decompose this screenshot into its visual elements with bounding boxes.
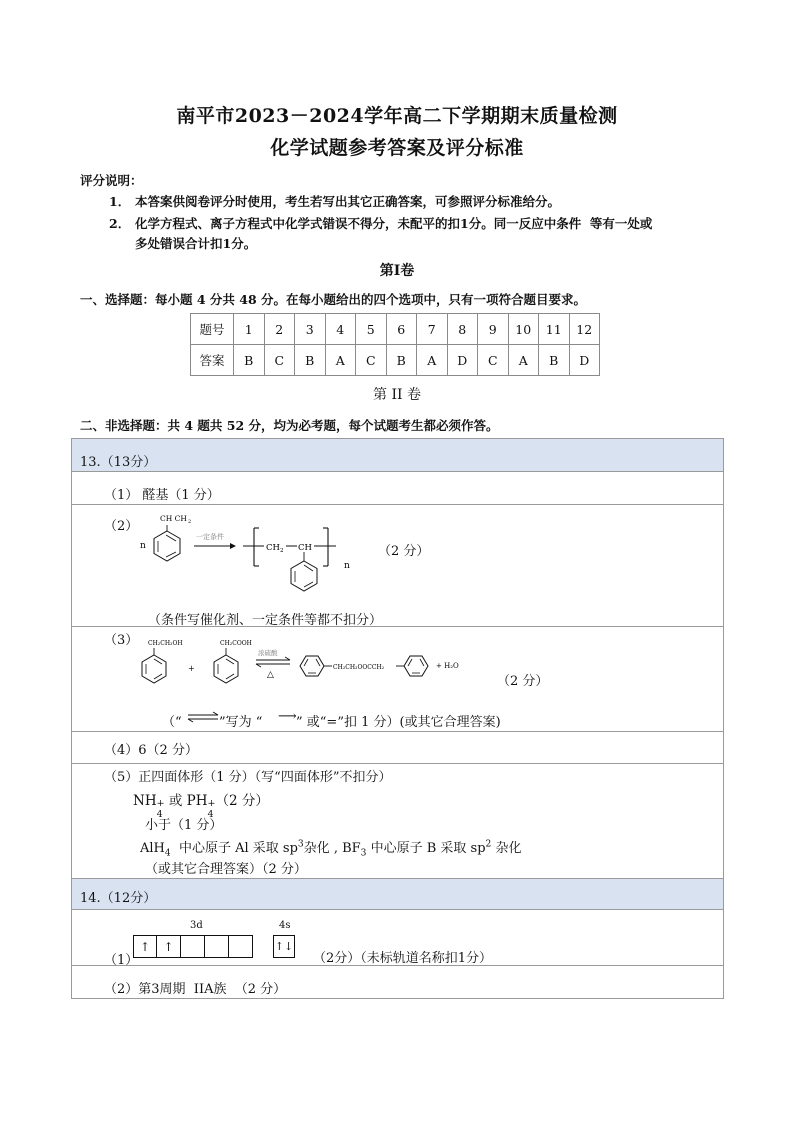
polymer-n: n <box>344 561 350 571</box>
subscript: 3 <box>360 848 367 859</box>
chain-ch2: CH <box>266 543 280 553</box>
note-1-text: 本答案供阅卷评分时使用，考生若写出其它正确答案，可参照评分标准给分。 <box>135 194 561 209</box>
bond <box>226 674 234 679</box>
q13-part5-line4 <box>140 837 521 859</box>
orbital-3d-boxes <box>133 935 253 958</box>
monomer-vinyl-label: CH CH <box>160 514 187 523</box>
question-number: 7 <box>417 314 448 345</box>
bond <box>304 659 308 666</box>
q13-part4: （4）6（2 分） <box>104 743 198 758</box>
answer-label: 答案 <box>191 345 234 376</box>
right-arrow-icon: ⟶ <box>278 709 297 724</box>
bond <box>154 659 162 664</box>
q13-part3-label: （3） <box>104 633 139 648</box>
reactant-1-group: CH₂CH₂OH <box>148 640 183 647</box>
score: （2 分） <box>215 793 269 809</box>
ester-linkage: CH₂CH₂OOCCH₂ <box>333 664 385 671</box>
text: 中心原子 B 采取 sp <box>366 841 486 856</box>
q13-part5-line3: 小于（1 分） <box>145 818 223 833</box>
section-1-heading: 一、选择题：每小题 4 分共 48 分。在每小题给出的四个选项中，只有一项符合题目要求。 <box>80 292 587 307</box>
q14-part1-label: （1） <box>104 953 139 968</box>
note-2-text-line2: 多处错误合计扣1分。 <box>135 236 257 251</box>
answer-cell: B <box>295 345 326 376</box>
q13-header: 13.（13分） <box>80 455 157 470</box>
text: 杂化 <box>491 841 522 856</box>
note-2-text-line1: 化学方程式、离子方程式中化学式错误不得分，未配平的扣1分。同一反应中条件 等有一处或 <box>135 216 653 231</box>
answer-cell: A <box>325 345 356 376</box>
answer-cell: A <box>417 345 448 376</box>
question-number: 10 <box>508 314 539 345</box>
part-1-title: 第Ⅰ卷 <box>379 263 415 279</box>
bond <box>154 674 162 679</box>
q13-part3-note-middle: ”写为 “ <box>219 715 263 730</box>
q13-part3-note-end: ” 或“=”扣 1 分）(或其它合理答案) <box>296 715 501 730</box>
notes-heading: 评分说明： <box>80 173 143 188</box>
heat-symbol: △ <box>267 670 274 680</box>
q13-part2-note: （条件写催化剂、一定条件等都不扣分） <box>148 613 383 628</box>
answer-cell: C <box>356 345 387 376</box>
q13-part5-line1: （5）正四面体形（1 分）（写“四面体形”不扣分） <box>104 770 392 785</box>
question-number-label: 题号 <box>191 314 234 345</box>
monomer-vinyl-subscript: 2 <box>188 519 192 525</box>
answer-cell: B <box>234 345 265 376</box>
question-number: 4 <box>325 314 356 345</box>
bond <box>316 659 320 666</box>
subscript: 4 <box>156 809 163 820</box>
q14-part2: （2）第3周期 IIA族 （2 分） <box>104 982 287 997</box>
orbital-box <box>205 935 229 958</box>
subscript: 4 <box>207 809 214 820</box>
reactant-2-group: CH₂COOH <box>220 640 252 647</box>
answer-cell: C <box>264 345 295 376</box>
question-number: 5 <box>356 314 387 345</box>
answer-cell: B <box>539 345 570 376</box>
question-number: 6 <box>386 314 417 345</box>
orbital-box: ↑ <box>157 935 181 958</box>
reaction-condition: 一定条件 <box>196 533 224 541</box>
question-number: 11 <box>539 314 570 345</box>
phosphonium-formula: 或 PH <box>164 793 208 809</box>
q14-part1-score: （2分）（未标轨道名称扣1分） <box>313 951 493 966</box>
water-product: + H₂O <box>436 662 459 670</box>
orbital-4s-label: 4s <box>279 920 291 931</box>
question-number: 8 <box>447 314 478 345</box>
bond <box>420 659 424 666</box>
exam-title: 南平市2023－2024学年高二下学期期末质量检测 <box>176 105 618 127</box>
chain-ch2-subscript: 2 <box>280 548 284 554</box>
exam-subtitle: 化学试题参考答案及评分标准 <box>270 137 524 159</box>
charge: + <box>156 798 165 809</box>
question-number: 9 <box>478 314 509 345</box>
orbital-box: ↑ <box>133 935 157 958</box>
q13-part3-score: （2 分） <box>497 674 549 689</box>
text: 杂化 , BF <box>303 841 361 856</box>
section-2-heading: 二、非选择题：共 4 题共 52 分，均为必考题，每个试题考生都必须作答。 <box>80 418 499 433</box>
monomer-coefficient: n <box>140 541 146 551</box>
answer-cell: A <box>508 345 539 376</box>
plus-sign: + <box>188 664 195 673</box>
q14-header: 14.（12分） <box>80 891 157 906</box>
charge: + <box>207 798 216 809</box>
question-number: 1 <box>234 314 265 345</box>
superscript: 3 <box>297 839 304 850</box>
text: 中心原子 Al 采取 sp <box>170 841 298 856</box>
orbital-box <box>181 935 205 958</box>
superscript: 2 <box>485 839 492 850</box>
reaction-condition: 浓硫酸 <box>258 649 278 657</box>
answer-cell: D <box>447 345 478 376</box>
q13-part2-label: （2） <box>104 519 139 534</box>
q13-part5-line2 <box>133 789 269 820</box>
orbital-4s-box: ↑↓ <box>273 935 295 958</box>
bond <box>226 659 234 664</box>
question-number: 12 <box>569 314 600 345</box>
q13-part2-score: （2 分） <box>378 544 430 559</box>
subscript: 4 <box>164 848 171 859</box>
ammonium-formula: NH <box>133 793 157 809</box>
q13-part1: （1） 醛基（1 分） <box>104 488 220 503</box>
bond <box>408 659 412 666</box>
part-2-title: 第 II 卷 <box>373 387 421 403</box>
answer-cell: C <box>478 345 509 376</box>
answer-cell: D <box>569 345 600 376</box>
question-number: 2 <box>264 314 295 345</box>
note-1-number: 1． <box>109 194 131 209</box>
formula: AlH <box>140 841 165 856</box>
answer-cell: B <box>386 345 417 376</box>
q13-part3-note-open: （“ <box>162 715 182 730</box>
chain-ch: CH <box>298 543 312 553</box>
note-2-number: 2． <box>109 216 131 231</box>
question-number: 3 <box>295 314 326 345</box>
orbital-3d-label: 3d <box>190 920 203 931</box>
orbital-box <box>229 935 253 958</box>
q13-part5-line5: （或其它合理答案）（2 分） <box>145 862 307 877</box>
